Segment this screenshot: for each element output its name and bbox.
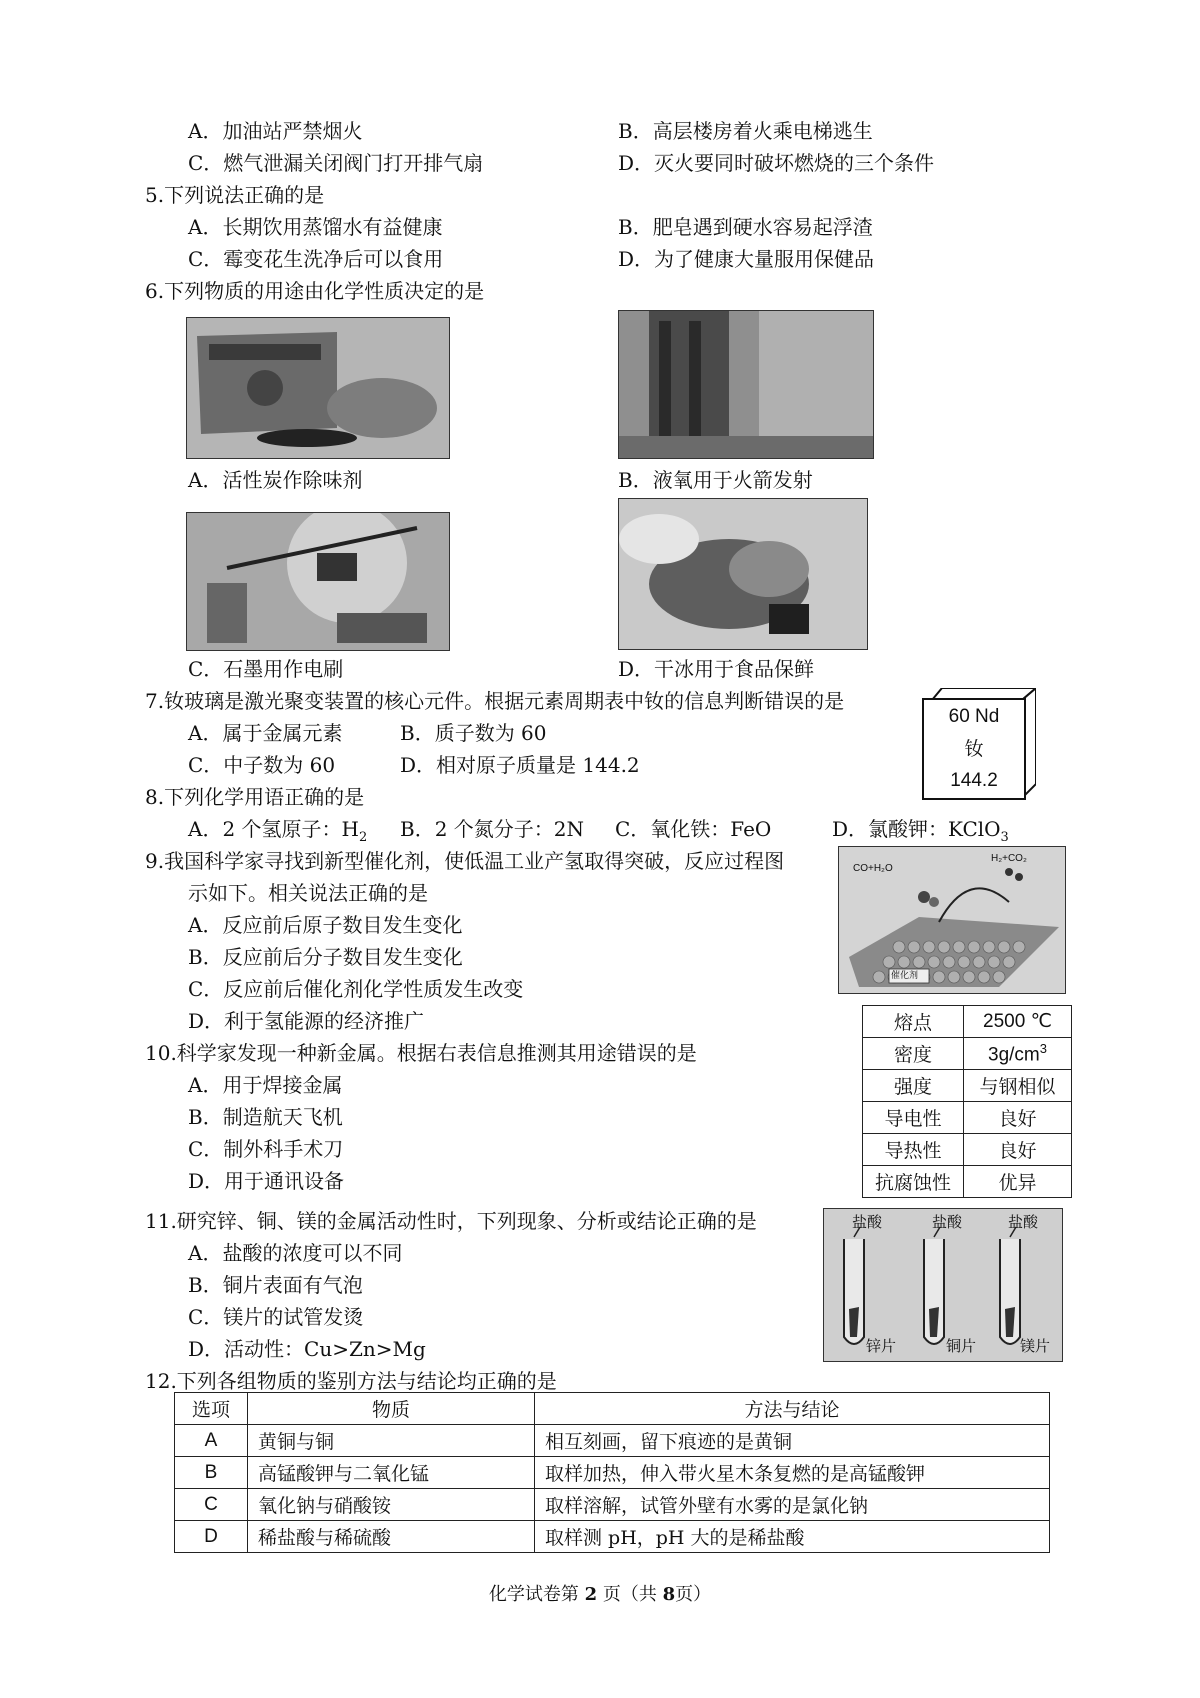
prop-cell: 导电性 (863, 1102, 964, 1134)
table-row (863, 1038, 1072, 1070)
q6-option-c: C．石墨用作电刷 (188, 657, 344, 681)
acid-label-2: 盐酸 (932, 1213, 963, 1231)
table-row (175, 1457, 1050, 1489)
value-cell: 2500 ℃ (964, 1006, 1072, 1038)
row-option: B (175, 1457, 248, 1489)
q5-option-b: B．肥皂遇到硬水容易起浮渣 (618, 215, 873, 239)
q5-option-d: D．为了健康大量服用保健品 (618, 247, 875, 271)
row-method: 取样溶解，试管外壁有水雾的是氯化钠 (535, 1489, 1050, 1521)
metal-properties-table (862, 1005, 1072, 1198)
q10-option-a: A．用于焊接金属 (188, 1073, 343, 1097)
row-option: C (175, 1489, 248, 1521)
q4-option-b: B．高层楼房着火乘电梯逃生 (618, 119, 873, 143)
q8-option-c: C．氧化铁：FeO (615, 817, 772, 841)
prop-cell: 强度 (863, 1070, 964, 1102)
q4-option-d: D．灭火要同时破坏燃烧的三个条件 (618, 151, 935, 175)
figure-reactant-label: CO+H₂O (853, 863, 893, 874)
element-number-symbol: 60 Nd (948, 706, 1000, 727)
prop-cell: 密度 (863, 1038, 964, 1070)
table-row (175, 1489, 1050, 1521)
q9-stem-line1: 9.我国科学家寻找到新型催化剂，使低温工业产氢取得突破，反应过程图 (145, 849, 785, 873)
value-cell: 优异 (964, 1166, 1072, 1198)
q9-option-a: A．反应前后原子数目发生变化 (188, 913, 463, 937)
q5-stem: 5.下列说法正确的是 (145, 183, 325, 207)
dry-ice-food-photo (618, 498, 868, 650)
q10-option-c: C．制外科手术刀 (188, 1137, 344, 1161)
prop-cell: 导热性 (863, 1134, 964, 1166)
activated-carbon-photo (186, 317, 450, 459)
value-cell: $3g/cm^3$ (964, 1038, 1072, 1070)
copper-label: 铜片 (946, 1337, 977, 1355)
header-method: 方法与结论 (535, 1393, 1050, 1425)
table-row (863, 1134, 1072, 1166)
q9-stem-line2: 示如下。相关说法正确的是 (188, 881, 428, 905)
q6-stem: 6.下列物质的用途由化学性质决定的是 (145, 279, 485, 303)
element-name: 钕 (964, 738, 984, 760)
acid-label-1: 盐酸 (852, 1213, 883, 1231)
value-cell: 良好 (964, 1134, 1072, 1166)
q11-option-c: C．镁片的试管发烫 (188, 1305, 364, 1329)
graphite-brush-photo (186, 512, 450, 651)
element-mass: 144.2 (950, 770, 998, 791)
q11-option-a: A．盐酸的浓度可以不同 (188, 1241, 403, 1265)
table-row (175, 1425, 1050, 1457)
figure-product-label: H₂+CO₂ (991, 853, 1027, 864)
q8-option-b: B．2 个氮分子：2N (400, 817, 585, 841)
q7-option-c: C．中子数为 60 (188, 753, 336, 777)
value-cell: 良好 (964, 1102, 1072, 1134)
header-substance: 物质 (248, 1393, 535, 1425)
table-row (863, 1070, 1072, 1102)
q12-table (174, 1392, 1050, 1553)
prop-cell: 熔点 (863, 1006, 964, 1038)
q10-option-d: D．用于通讯设备 (188, 1169, 345, 1193)
value-cell: 与钢相似 (964, 1070, 1072, 1102)
rocket-launch-photo (618, 310, 874, 459)
q4-option-a: A．加油站严禁烟火 (188, 119, 363, 143)
test-tubes-figure (823, 1208, 1063, 1362)
catalyst-reaction-figure (838, 846, 1066, 994)
prop-cell: 抗腐蚀性 (863, 1166, 964, 1198)
row-option: A (175, 1425, 248, 1457)
magnesium-label: 镁片 (1020, 1337, 1051, 1355)
figure-catalyst-label: 催化剂 (891, 971, 919, 981)
page-footer: 化学试卷第 2 页（共 8页） (488, 1584, 712, 1605)
q10-option-b: B．制造航天飞机 (188, 1105, 343, 1129)
q9-option-c: C．反应前后催化剂化学性质发生改变 (188, 977, 524, 1001)
row-substance: 稀盐酸与稀硫酸 (248, 1521, 535, 1553)
table-row (863, 1102, 1072, 1134)
q11-option-b: B．铜片表面有气泡 (188, 1273, 363, 1297)
row-method: 取样加热，伸入带火星木条复燃的是高锰酸钾 (535, 1457, 1050, 1489)
q9-option-b: B．反应前后分子数目发生变化 (188, 945, 463, 969)
q8-option-d: D．氯酸钾：KClO$_3$ (832, 817, 1009, 845)
q6-option-d: D．干冰用于食品保鲜 (618, 657, 815, 681)
row-substance: 高锰酸钾与二氧化锰 (248, 1457, 535, 1489)
q6-option-a: A．活性炭作除味剂 (188, 468, 363, 492)
row-substance: 氧化钠与硝酸铵 (248, 1489, 535, 1521)
table-header-row (175, 1393, 1050, 1425)
q7-option-d: D．相对原子质量是 144.2 (400, 753, 640, 777)
q11-stem: 11.研究锌、铜、镁的金属活动性时，下列现象、分析或结论正确的是 (145, 1209, 757, 1233)
q8-option-a: A．2 个氢原子：$H_2$ (188, 817, 368, 845)
acid-label-3: 盐酸 (1008, 1213, 1039, 1231)
q12-stem: 12.下列各组物质的鉴别方法与结论均正确的是 (145, 1369, 557, 1393)
row-option: D (175, 1521, 248, 1553)
header-option: 选项 (175, 1393, 248, 1425)
q7-option-a: A．属于金属元素 (188, 721, 343, 745)
q9-option-d: D．利于氢能源的经济推广 (188, 1009, 425, 1033)
row-method: 相互刻画，留下痕迹的是黄铜 (535, 1425, 1050, 1457)
zinc-label: 锌片 (866, 1337, 897, 1355)
q7-stem: 7.钕玻璃是激光聚变装置的核心元件。根据元素周期表中钕的信息判断错误的是 (145, 689, 845, 713)
q4-option-c: C．燃气泄漏关闭阀门打开排气扇 (188, 151, 484, 175)
element-card-nd (922, 698, 1026, 800)
table-row (175, 1521, 1050, 1553)
q11-option-d: D．活动性：Cu>Zn>Mg (188, 1337, 426, 1361)
row-method: 取样测 pH，pH 大的是稀盐酸 (535, 1521, 1050, 1553)
table-row (863, 1006, 1072, 1038)
q5-option-c: C．霉变花生洗净后可以食用 (188, 247, 444, 271)
q5-option-a: A．长期饮用蒸馏水有益健康 (188, 215, 443, 239)
q7-option-b: B．质子数为 60 (400, 721, 547, 745)
q6-option-b: B．液氧用于火箭发射 (618, 468, 813, 492)
q8-stem: 8.下列化学用语正确的是 (145, 785, 365, 809)
table-row (863, 1166, 1072, 1198)
q10-stem: 10.科学家发现一种新金属。根据右表信息推测其用途错误的是 (145, 1041, 697, 1065)
row-substance: 黄铜与铜 (248, 1425, 535, 1457)
